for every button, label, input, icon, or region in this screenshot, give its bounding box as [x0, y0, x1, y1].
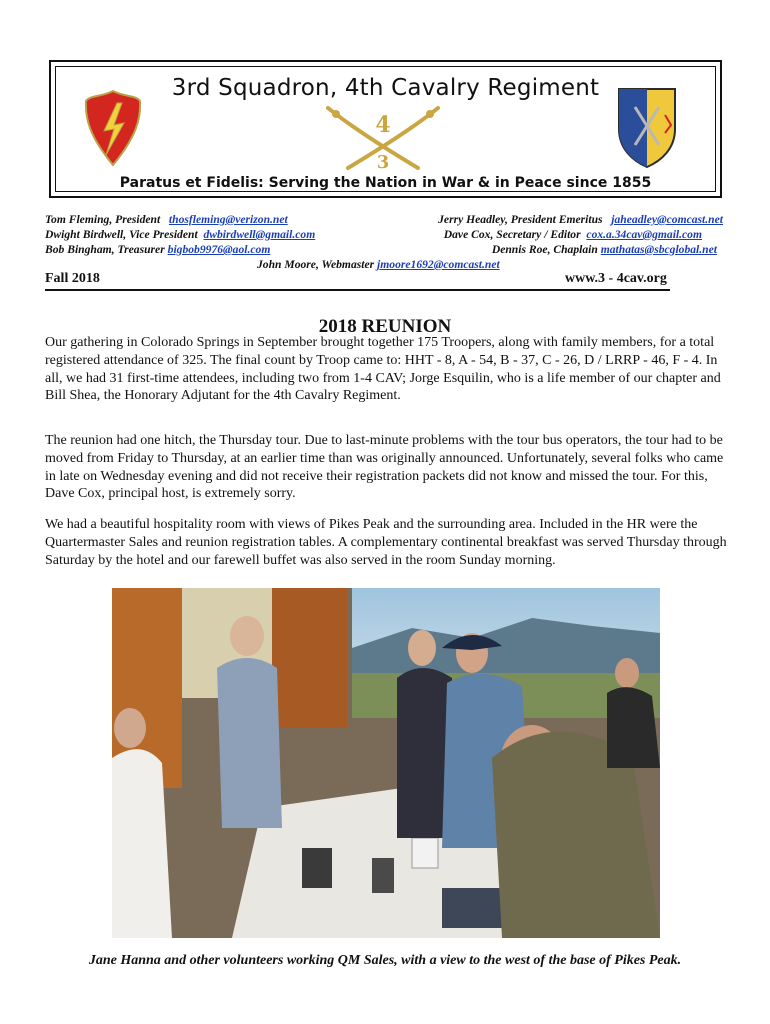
- officer-label: Dwight Birdwell, Vice President: [45, 228, 198, 241]
- crest-number-bottom: 3: [376, 152, 390, 172]
- newsletter-banner: [49, 60, 722, 198]
- officer-president: [45, 212, 288, 227]
- officer-email-link[interactable]: mathatas@sbcglobal.net: [600, 243, 717, 256]
- officer-email-link[interactable]: bigbob9976@aol.com: [167, 243, 271, 256]
- officer-label: Bob Bingham, Treasurer: [45, 243, 165, 256]
- crest-number-top: 4: [375, 112, 391, 138]
- website-url: www.3 - 4cav.org: [565, 271, 667, 286]
- crossed-sabers-insignia-icon: [318, 102, 448, 172]
- photo-caption: Jane Hanna and other volunteers working QM Sales, with a view to the west of the base of Pikes Peak.: [88, 953, 682, 968]
- banner-title: 3rd Squadron, 4th Cavalry Regiment: [171, 75, 600, 101]
- officer-label: Tom Fleming, President: [45, 213, 161, 226]
- officer-secretary: [444, 227, 702, 242]
- officer-email-link[interactable]: jmoore1692@comcast.net: [377, 258, 500, 271]
- officer-email-link[interactable]: jaheadley@comcast.net: [611, 213, 723, 226]
- header-divider: [45, 289, 670, 291]
- officer-treasurer: [45, 242, 270, 257]
- officer-email-link[interactable]: dwbirdwell@gmail.com: [203, 228, 316, 241]
- officer-webmaster: [257, 257, 500, 272]
- article-paragraph: The reunion had one hitch, the Thursday tour. Due to last-minute problems with the tour bus operators, the tour had to be moved from Friday to Thursday, at an earlier time than was originally announced. Unfortunately, several folks who came in late on Wednesday evening and did not receive their registration packets did not know and missed the tour. For this, Dave Cox, principal host, is extremely sorry.: [45, 433, 724, 502]
- officer-label: Dave Cox, Secretary / Editor: [443, 228, 581, 241]
- article-paragraph: We had a beautiful hospitality room with views of Pikes Peak and the surrounding area. Included in the HR were the Quartermaster Sales and reunion registration tables. A complementary continental breakfast was served Thursday through Saturday by the hotel and our farewell buffet was also served in the room Sunday morning.: [45, 517, 727, 568]
- officer-label: Jerry Headley, President Emeritus: [438, 213, 603, 226]
- officer-chaplain: [492, 242, 717, 257]
- 4th-cavalry-crest-icon: [615, 85, 679, 169]
- issue-date: Fall 2018: [45, 271, 100, 286]
- officer-label: Dennis Roe, Chaplain: [491, 243, 598, 256]
- banner-frame: [55, 66, 716, 192]
- officer-email-link[interactable]: cox.a.34cav@gmail.com: [586, 228, 702, 241]
- reunion-photo-illustration: [112, 588, 660, 938]
- banner-motto: Paratus et Fidelis: Serving the Nation in War & in Peace since 1855: [119, 175, 652, 191]
- reunion-photo: [112, 588, 660, 938]
- officer-email-link[interactable]: thosfleming@verizon.net: [168, 213, 288, 226]
- officer-vice-president: [45, 227, 315, 242]
- officer-label: John Moore, Webmaster: [257, 258, 375, 271]
- article-headline: 2018 REUNION: [318, 316, 452, 337]
- article-paragraph: Our gathering in Colorado Springs in September brought together 175 Troopers, along with family members, for a total registered attendance of 325. The final count by Troop came to: HHT - 8, A - 54, B - 37, C - 26, D / LRRP - 46, F - 4. In all, we had 31 first-time attendees, including two from 1-4 CAV; Jorge Esquilin, who is a life member of our chapter and Bill Shea, the Honorary Adjutant for the 4th Cavalry Regiment.: [45, 335, 721, 404]
- officer-president-emeritus: [438, 212, 723, 227]
